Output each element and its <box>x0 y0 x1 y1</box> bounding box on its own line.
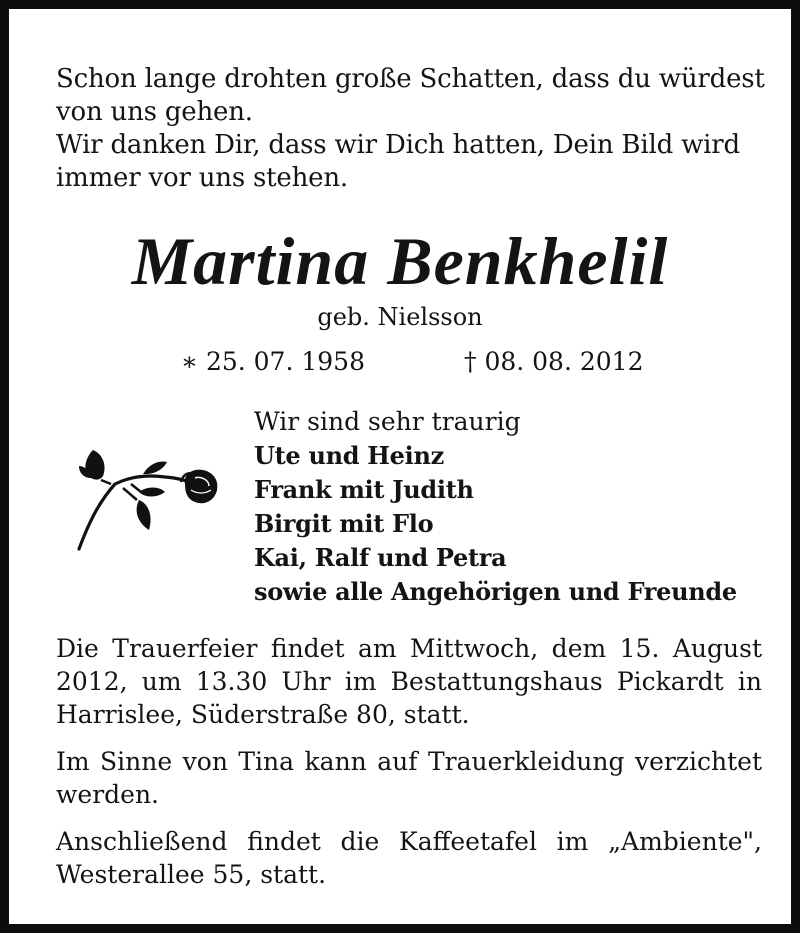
mourners-intro: Wir sind sehr traurig <box>254 407 521 436</box>
birth-date: ∗ 25. 07. 1958 <box>181 347 365 376</box>
mourner-name: Ute und Heinz <box>254 441 444 470</box>
dress-code-notice: Im Sinne von Tina kann auf Trauerkleidung verzichtet werden. <box>56 747 762 809</box>
rose-branch-icon <box>73 444 223 559</box>
mourner-name: Birgit mit Flo <box>254 509 434 538</box>
mourners-block <box>254 405 794 609</box>
notices <box>56 632 762 905</box>
maiden-name: geb. Nielsson <box>317 303 483 331</box>
memorial-poem <box>56 63 768 195</box>
funeral-notice: Die Trauerfeier findet am Mittwoch, dem 15. August 2012, um 13.30 Uhr im Bestattungshaus Pickardt in Harrislee, Süderstraße 80, statt. <box>56 634 762 729</box>
poem-line: Schon lange drohten große Schatten, dass du würdest <box>56 64 765 94</box>
mourner-name: Kai, Ralf und Petra <box>254 543 507 572</box>
reception-notice: Anschließend findet die Kaffeetafel im „Ambiente", Westerallee 55, statt. <box>56 827 762 889</box>
poem-line: von uns gehen. <box>56 97 253 127</box>
mourner-name: sowie alle Angehörigen und Freunde <box>254 577 737 606</box>
poem-line: immer vor uns stehen. <box>56 163 348 193</box>
mourner-name: Frank mit Judith <box>254 475 474 504</box>
deceased-name: Martina Benkhelil <box>131 223 669 299</box>
death-date: † 08. 08. 2012 <box>464 347 644 376</box>
poem-line: Wir danken Dir, dass wir Dich hatten, Dein Bild wird <box>56 130 740 160</box>
mourners-list <box>254 439 794 609</box>
